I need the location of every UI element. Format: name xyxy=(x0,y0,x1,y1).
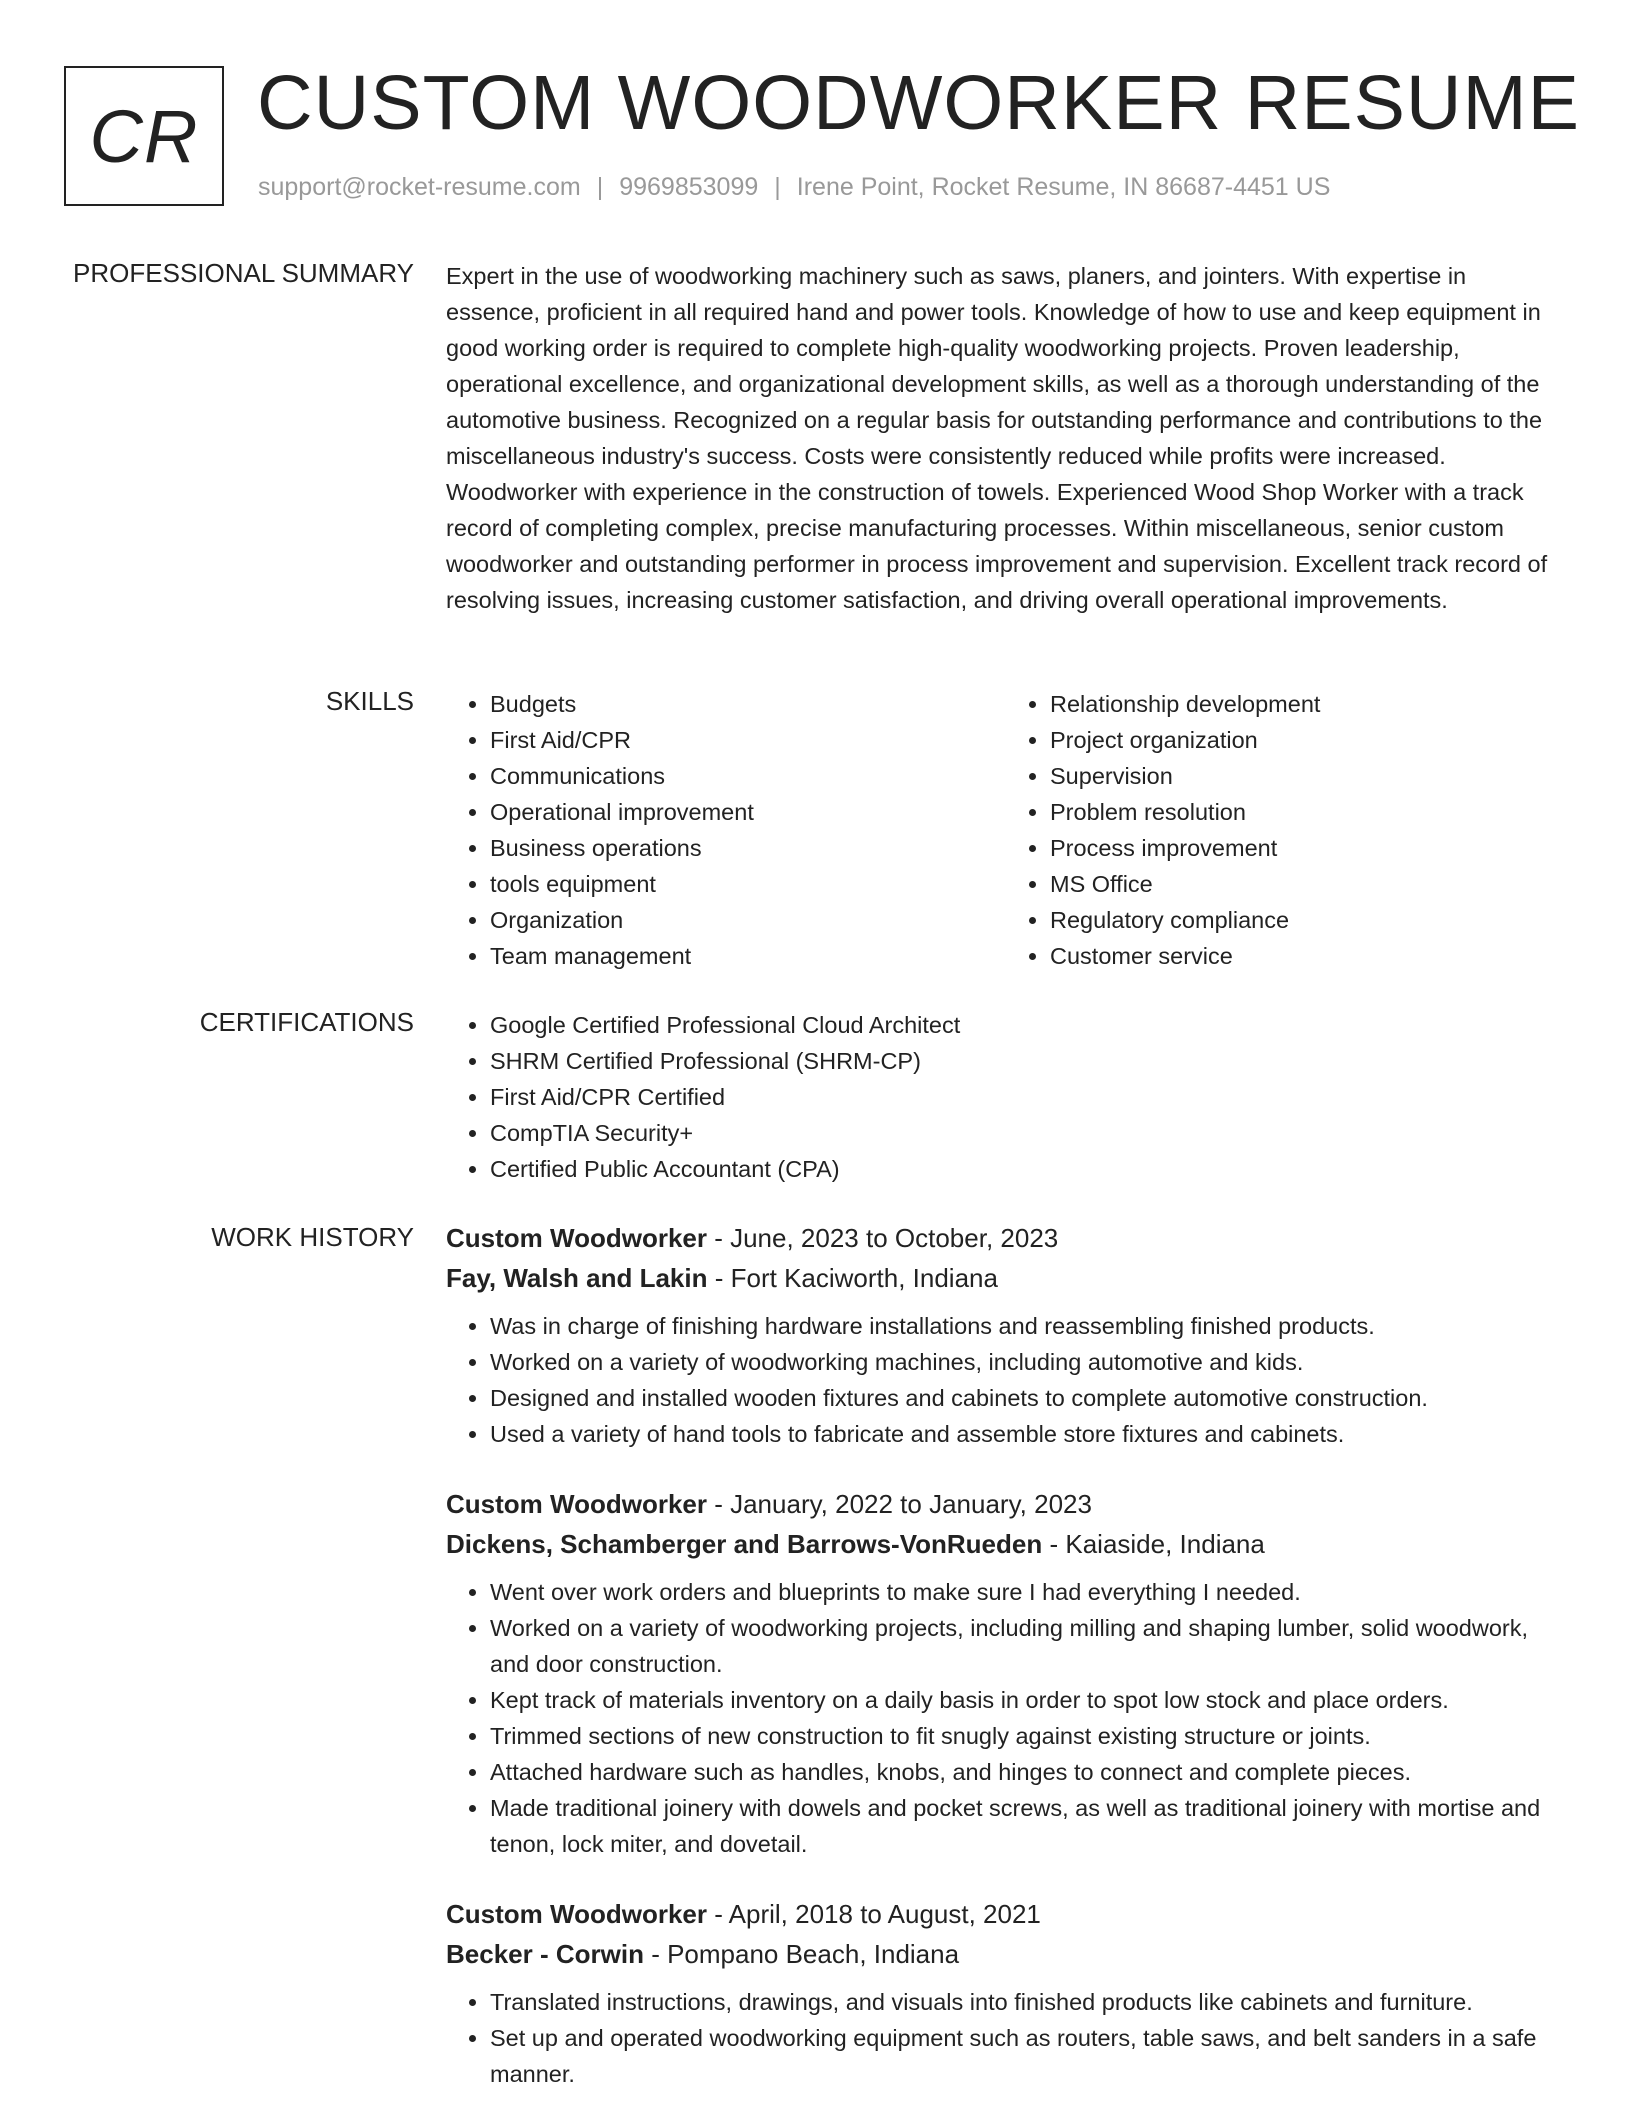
job-dates: - June, 2023 to October, 2023 xyxy=(714,1223,1059,1253)
job-location: - Pompano Beach, Indiana xyxy=(651,1939,960,1969)
section-label-work-history: WORK HISTORY xyxy=(211,1222,414,1252)
skill-item: • Customer service xyxy=(1050,938,1566,974)
skills-column-left xyxy=(446,686,1006,974)
resume-title: CUSTOM WOODWORKER RESUME xyxy=(257,60,1581,146)
monogram-logo: CR xyxy=(64,66,224,206)
certification-item: • First Aid/CPR Certified xyxy=(490,1079,1566,1115)
job-dates: - January, 2022 to January, 2023 xyxy=(714,1489,1092,1519)
job-title: Custom Woodworker xyxy=(446,1899,707,1929)
work-history-list xyxy=(446,1218,1566,2124)
skill-item: • tools equipment xyxy=(490,866,1006,902)
job-bullets xyxy=(446,1574,1566,1862)
section-label-certifications: CERTIFICATIONS xyxy=(199,1007,414,1037)
contact-separator: | xyxy=(596,173,604,201)
skill-item: • Problem resolution xyxy=(1050,794,1566,830)
job-bullet: • Translated instructions, drawings, and visuals into finished products like cabinets and furniture. xyxy=(490,1984,1566,2020)
certifications-list xyxy=(446,1007,1566,1187)
job-bullet: • Kept track of materials inventory on a daily basis in order to spot low stock and place orders. xyxy=(490,1682,1566,1718)
skill-item: • Regulatory compliance xyxy=(1050,902,1566,938)
skill-item: • Project organization xyxy=(1050,722,1566,758)
certification-item: • CompTIA Security+ xyxy=(490,1115,1566,1151)
job-company: Fay, Walsh and Lakin xyxy=(446,1263,708,1293)
job-entry xyxy=(446,1894,1566,2092)
certification-item: • SHRM Certified Professional (SHRM-CP) xyxy=(490,1043,1566,1079)
job-bullet: • Designed and installed wooden fixtures and cabinets to complete automotive construction. xyxy=(490,1380,1566,1416)
job-bullets xyxy=(446,1984,1566,2092)
job-bullet: • Set up and operated woodworking equipment such as routers, table saws, and belt sanders in a safe manner. xyxy=(490,2020,1566,2092)
job-company-line xyxy=(446,1524,1566,1564)
summary-text: Expert in the use of woodworking machinery such as saws, planers, and jointers. With expertise in essence, proficient in all required hand and power tools. Knowledge of how to use and keep equipment in good working order is required to complete high-quality woodworking projects. Proven leadership, operational excellence, and organizational development skills, as well as a thorough understanding of the automotive business. Recognized on a regular basis for outstanding performance and contributions to the miscellaneous industry's success. Costs were consistently reduced while profits were increased. Woodworker with experience in the construction of towels. Experienced Wood Shop Worker with a track record of completing complex, precise manufacturing processes. Within miscellaneous, senior custom woodworker and outstanding performer in process improvement and supervision. Excellent track record of resolving issues, increasing customer satisfaction, and driving overall operational improvements. xyxy=(446,263,1548,613)
job-location: - Kaiaside, Indiana xyxy=(1049,1529,1265,1559)
job-location: - Fort Kaciworth, Indiana xyxy=(714,1263,998,1293)
job-bullet: • Made traditional joinery with dowels and pocket screws, as well as traditional joinery with mortise and tenon, lock miter, and dovetail. xyxy=(490,1790,1566,1862)
job-bullet: • Worked on a variety of woodworking machines, including automotive and kids. xyxy=(490,1344,1566,1380)
skill-item: • Operational improvement xyxy=(490,794,1006,830)
job-company-line xyxy=(446,1258,1566,1298)
certification-item: • Certified Public Accountant (CPA) xyxy=(490,1151,1566,1187)
job-bullet: • Used a variety of hand tools to fabricate and assemble store fixtures and cabinets. xyxy=(490,1416,1566,1452)
contact-phone: 9969853099 xyxy=(619,173,759,201)
job-entry xyxy=(446,1484,1566,1862)
job-entry xyxy=(446,1218,1566,1452)
skill-item: • Team management xyxy=(490,938,1006,974)
contact-address: Irene Point, Rocket Resume, IN 86687-4451 US xyxy=(796,173,1331,201)
job-bullet: • Was in charge of finishing hardware installations and reassembling finished products. xyxy=(490,1308,1566,1344)
job-bullet: • Worked on a variety of woodworking projects, including milling and shaping lumber, solid woodwork, and door construction. xyxy=(490,1610,1566,1682)
skills-column-right xyxy=(1006,686,1566,974)
section-label-summary: PROFESSIONAL SUMMARY xyxy=(73,258,414,288)
skill-item: • Relationship development xyxy=(1050,686,1566,722)
contact-line xyxy=(258,173,1330,202)
skill-item: • Budgets xyxy=(490,686,1006,722)
job-bullet: • Attached hardware such as handles, knobs, and hinges to connect and complete pieces. xyxy=(490,1754,1566,1790)
skills-list xyxy=(446,686,1566,974)
job-bullets xyxy=(446,1308,1566,1452)
skill-item: • Process improvement xyxy=(1050,830,1566,866)
certification-item: • Google Certified Professional Cloud Architect xyxy=(490,1007,1566,1043)
job-title-line xyxy=(446,1484,1566,1524)
skill-item: • MS Office xyxy=(1050,866,1566,902)
skill-item: • First Aid/CPR xyxy=(490,722,1006,758)
job-dates: - April, 2018 to August, 2021 xyxy=(714,1899,1041,1929)
skill-item: • Communications xyxy=(490,758,1006,794)
contact-email: support@rocket-resume.com xyxy=(258,173,581,201)
job-bullet: • Went over work orders and blueprints to make sure I had everything I needed. xyxy=(490,1574,1566,1610)
job-bullet: • Trimmed sections of new construction to fit snugly against existing structure or joints. xyxy=(490,1718,1566,1754)
job-company-line xyxy=(446,1934,1566,1974)
contact-separator: | xyxy=(774,173,781,201)
skill-item: • Organization xyxy=(490,902,1006,938)
skill-item: • Business operations xyxy=(490,830,1006,866)
job-title: Custom Woodworker xyxy=(446,1223,707,1253)
job-title-line xyxy=(446,1894,1566,1934)
job-company: Becker - Corwin xyxy=(446,1939,644,1969)
job-title-line xyxy=(446,1218,1566,1258)
certifications-list-wrap xyxy=(446,1007,1566,1187)
section-label-skills: SKILLS xyxy=(325,686,414,716)
job-title: Custom Woodworker xyxy=(446,1489,707,1519)
job-company: Dickens, Schamberger and Barrows-VonRueden xyxy=(446,1529,1043,1559)
skill-item: • Supervision xyxy=(1050,758,1566,794)
